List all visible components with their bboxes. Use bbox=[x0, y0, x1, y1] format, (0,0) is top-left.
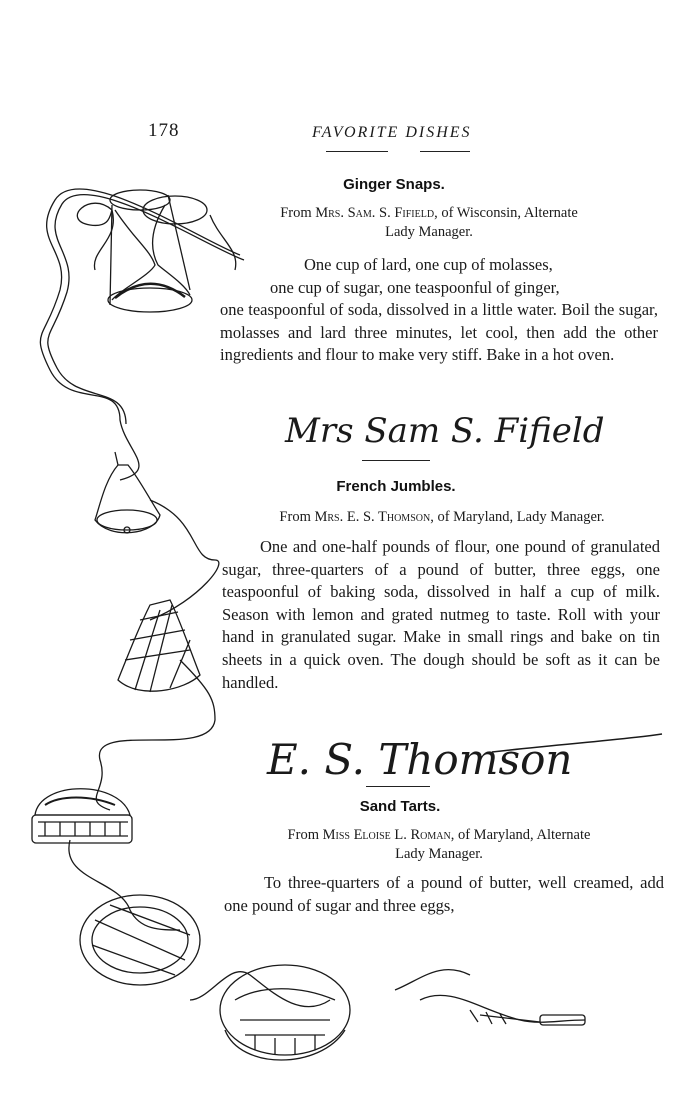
header-rule bbox=[326, 151, 388, 152]
page-number: 178 bbox=[148, 120, 180, 141]
signature-thomson bbox=[262, 722, 682, 792]
running-head: FAVORITE DISHES bbox=[312, 124, 472, 141]
recipe-body: To three-quarters of a pound of butter, well creamed, add one pound of sugar and three eggs, bbox=[224, 873, 664, 915]
recipe-title: French Jumbles. bbox=[336, 478, 456, 495]
section-rule bbox=[362, 460, 430, 461]
recipe-source: From Mrs. Sam. S. Fifield, of Wisconsin, Alternate Lady Manager. bbox=[280, 205, 578, 240]
section-rule bbox=[366, 786, 430, 787]
recipe-source: From Miss Eloise L. Roman, of Maryland, Alternate Lady Manager. bbox=[287, 827, 591, 862]
recipe-body: One and one-half pounds of flour, one pound of granulated sugar, three-quarters of a pound of butter, three eggs, one teaspoonful of baking soda, dissolved in half a cup of milk. Season with lemon and grated nutmeg to taste. Roll with your hand in granulated sugar. Make in small rings and bake on tin sheets in a quick oven. The dough should be soft as it can be handled. bbox=[222, 537, 660, 692]
recipe-source: From Mrs. E. S. Thomson, of Maryland, Lady Manager. bbox=[279, 509, 605, 525]
recipe-body: One cup of lard, one cup of molasses, one cup of sugar, one teaspoonful of ginger, one teaspoonful of soda, dissolved in a little water. Boil the sugar, molasses and lard three minutes, let cool, then add the other ingredients and flour to make very stiff. Bake in a hot oven. bbox=[220, 255, 658, 365]
svg-text:Mrs Sam S. Fifield: Mrs Sam S. Fifield bbox=[285, 411, 605, 451]
recipe-title: Sand Tarts. bbox=[359, 798, 441, 815]
svg-text:E. S. Thomson: E. S. Thomson bbox=[267, 735, 573, 784]
header-rule-right bbox=[420, 151, 470, 152]
signature-fifield bbox=[280, 400, 660, 460]
recipe-title: Ginger Snaps. bbox=[343, 176, 445, 193]
